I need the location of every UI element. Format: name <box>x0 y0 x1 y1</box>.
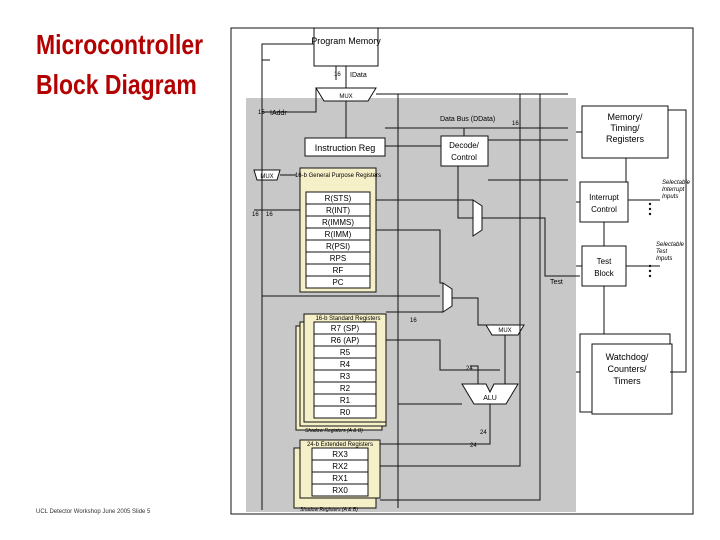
bus-width-16d: 16 <box>266 212 273 218</box>
mux-top-label: MUX <box>339 94 353 100</box>
register-label: R1 <box>339 396 351 405</box>
bus-width-16a: 16 <box>334 72 341 78</box>
title-line-1: Microcontroller <box>36 29 204 60</box>
program-memory-label: Program Memory <box>311 36 381 46</box>
interrupt-control-label: Interrupt <box>589 193 619 202</box>
decode-control-label: Decode/ <box>449 141 479 150</box>
interrupt-control-label-2: Control <box>591 205 617 214</box>
memory-timing-label-3: Registers <box>605 134 645 144</box>
register-label: R5 <box>339 348 351 357</box>
bus-width-24a: 24 <box>466 366 473 372</box>
register-label: R(PSI) <box>326 242 350 251</box>
selectable-test-label: Selectable Test Inputs <box>656 242 685 262</box>
register-label: PC <box>332 278 344 287</box>
extended-registers-footer: Shadow Registers (A & B) <box>300 507 358 513</box>
slide-footer: UCL Detector Workshop June 2005 Slide 5 <box>36 509 151 515</box>
bus-panel <box>568 98 576 512</box>
register-label: R2 <box>339 384 351 393</box>
instruction-reg-label: Instruction Reg <box>314 143 376 153</box>
mux-alu-in-label: MUX <box>498 328 512 334</box>
watchdog-label-2: Counters/ <box>607 364 647 374</box>
decode-control-label-2: Control <box>451 153 477 162</box>
mux-right <box>473 200 482 236</box>
register-label: R7 (SP) <box>330 324 360 333</box>
iaddr-label: IAddr <box>270 110 287 117</box>
standard-registers-footer: Shadow Registers (A & B) <box>305 428 363 434</box>
register-label: RF <box>332 266 344 275</box>
general-registers-header: 16-b General Purpose Registers <box>294 173 382 179</box>
test-label: Test <box>550 279 563 286</box>
bus-width-24c: 24 <box>470 443 477 449</box>
test-block-label: Test <box>596 257 612 266</box>
test-block-label-2: Block <box>594 269 614 278</box>
watchdog-label-3: Timers <box>613 376 641 386</box>
register-label: RX0 <box>332 486 348 495</box>
title-line-2: Block Diagram <box>36 69 197 100</box>
bus-width-15: 15 <box>258 110 265 116</box>
general-registers-list <box>306 192 370 288</box>
alu-label: ALU <box>483 395 497 402</box>
bus-width-16b: 16 <box>512 121 519 127</box>
register-label: RX1 <box>332 474 348 483</box>
register-label: R3 <box>339 372 351 381</box>
memory-timing-label: Memory/ <box>607 112 643 122</box>
bus-width-16c: 16 <box>252 212 259 218</box>
idata-label: IData <box>350 72 367 79</box>
register-label: R(STS) <box>324 194 352 203</box>
register-label: RX2 <box>332 462 348 471</box>
watchdog-label: Watchdog/ <box>605 352 649 362</box>
standard-registers-header: 16-b Standard Registers <box>315 316 381 322</box>
data-bus-label: Data Bus (DData) <box>440 116 496 123</box>
program-memory-block <box>314 28 378 66</box>
register-label: R6 (AP) <box>330 336 360 345</box>
register-label: R4 <box>339 360 351 369</box>
extended-registers-header: 24-b Extended Registers <box>306 442 374 448</box>
register-label: R(IMM) <box>324 230 352 239</box>
standard-registers-list <box>314 322 376 418</box>
test-block <box>582 246 626 286</box>
mux-left-label: MUX <box>260 174 274 180</box>
extended-registers-list <box>312 448 368 496</box>
register-label: R(IMMS) <box>322 218 354 227</box>
selectable-interrupt-label: Selectable Interrupt Inputs <box>662 180 691 200</box>
register-label: RX3 <box>332 450 348 459</box>
memory-timing-label-2: Timing/ <box>610 123 640 133</box>
register-label: R(INT) <box>326 206 350 215</box>
bus-width-24b: 24 <box>480 430 487 436</box>
bus-width-16e: 16 <box>410 318 417 324</box>
register-label: RPS <box>329 254 347 263</box>
register-label: R0 <box>339 408 351 417</box>
interrupt-control-block <box>580 182 628 222</box>
